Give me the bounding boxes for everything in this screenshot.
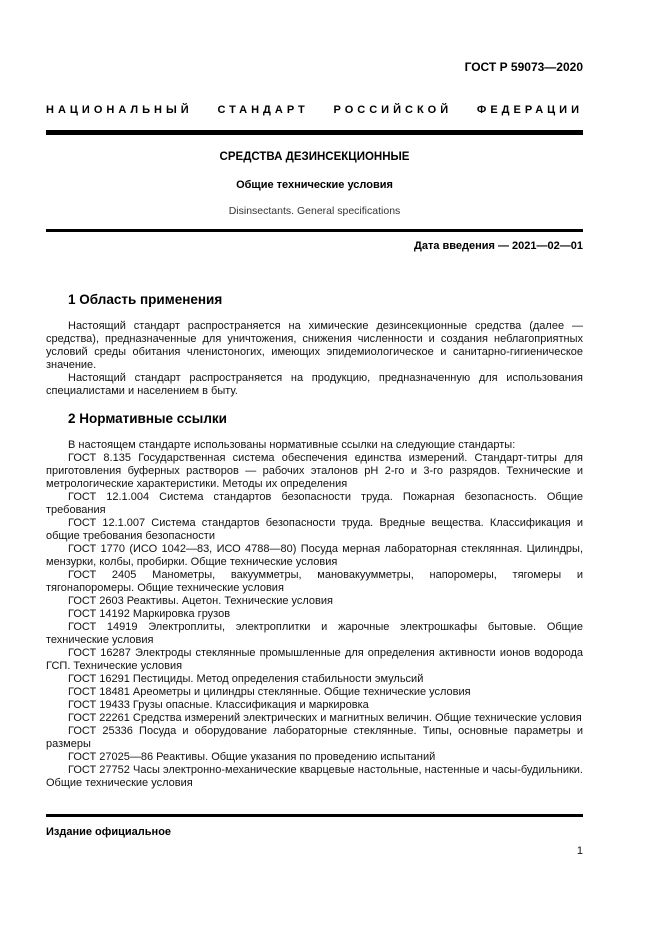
gost-reference: ГОСТ 14192 Маркировка грузов xyxy=(68,608,231,620)
title-rule xyxy=(46,229,583,232)
section-1-heading: 1 Область применения xyxy=(68,292,223,307)
page-content xyxy=(46,0,583,790)
gost-reference: ГОСТ 12.1.007 Система стандартов безопасности труда. Вредные вещества. Классификация и общие требования безопасности xyxy=(46,517,583,542)
gost-reference: ГОСТ 2405 Манометры, вакуумметры, мановакуумметры, напоромеры, тягомеры и тягонапоромеры. Общие технические условия xyxy=(46,569,583,594)
document-subtitle-ru: Общие технические условия xyxy=(236,179,393,191)
gost-reference: ГОСТ 25336 Посуда и оборудование лабораторные стеклянные. Типы, основные параметры и размеры xyxy=(46,725,583,750)
section-1-paragraph: Настоящий стандарт распространяется на химические дезинсекционные средства (далее — средства), предназначенные для уничтожения, снижения численности и создания неблагоприятных условий среды обитания членистоногих, имеющих эпидемиологическое и санитарно-гигиеническое значение. xyxy=(46,320,583,371)
header-rule xyxy=(46,130,583,135)
official-edition-note: Издание официальное xyxy=(46,826,172,838)
gost-reference: ГОСТ 8.135 Государственная система обеспечения единства измерений. Стандарт-титры для приготовления буферных растворов — рабочих эталонов pH 2-го и 3-го разрядов. Технические и метрологические характеристики. Методы их определения xyxy=(46,452,583,490)
document-title-en: Disinsectants. General specifications xyxy=(228,205,401,217)
effective-date: Дата введения — 2021—02—01 xyxy=(414,240,583,252)
gost-reference: ГОСТ 16291 Пестициды. Метод определения стабильности эмульсий xyxy=(68,673,424,685)
section-2-intro: В настоящем стандарте использованы нормативные ссылки на следующие стандарты: xyxy=(68,439,516,451)
section-2-heading: 2 Нормативные ссылки xyxy=(68,411,227,426)
page-number: 1 xyxy=(576,845,583,857)
gost-reference: ГОСТ 12.1.004 Система стандартов безопасности труда. Пожарная безопасность. Общие требования xyxy=(46,491,583,516)
footer-rule xyxy=(46,814,583,817)
gost-reference: ГОСТ 1770 (ИСО 1042—83, ИСО 4788—80) Посуда мерная лабораторная стеклянная. Цилиндры, мензурки, колбы, пробирки. Общие технические условия xyxy=(46,543,583,568)
page-footer xyxy=(46,814,583,858)
gost-reference: ГОСТ 22261 Средства измерений электрических и магнитных величин. Общие технические условия xyxy=(68,712,582,724)
section-1-paragraph: Настоящий стандарт распространяется на продукцию, предназначенную для использования специалистами и населением в быту. xyxy=(46,372,583,397)
gost-reference: ГОСТ 18481 Ареометры и цилиндры стеклянные. Общие технические условия xyxy=(68,686,471,698)
standard-type-title: НАЦИОНАЛЬНЫЙ СТАНДАРТ РОССИЙСКОЙ ФЕДЕРАЦИИ xyxy=(46,104,583,116)
gost-reference: ГОСТ 27752 Часы электронно-механические кварцевые настольные, настенные и часы-будильники. Общие технические условия xyxy=(46,764,583,789)
document-title-ru: СРЕДСТВА ДЕЗИНСЕКЦИОННЫЕ xyxy=(219,151,410,163)
gost-reference: ГОСТ 19433 Грузы опасные. Классификация и маркировка xyxy=(68,699,369,711)
gost-reference: ГОСТ 14919 Электроплиты, электроплитки и жарочные электрошкафы бытовые. Общие технические условия xyxy=(46,621,583,646)
doc-number: ГОСТ Р 59073—2020 xyxy=(464,60,583,74)
gost-reference: ГОСТ 27025—86 Реактивы. Общие указания по проведению испытаний xyxy=(68,751,436,763)
gost-reference: ГОСТ 2603 Реактивы. Ацетон. Технические условия xyxy=(68,595,333,607)
gost-reference: ГОСТ 16287 Электроды стеклянные промышленные для определения активности ионов водорода ГСП. Технические условия xyxy=(46,647,583,672)
